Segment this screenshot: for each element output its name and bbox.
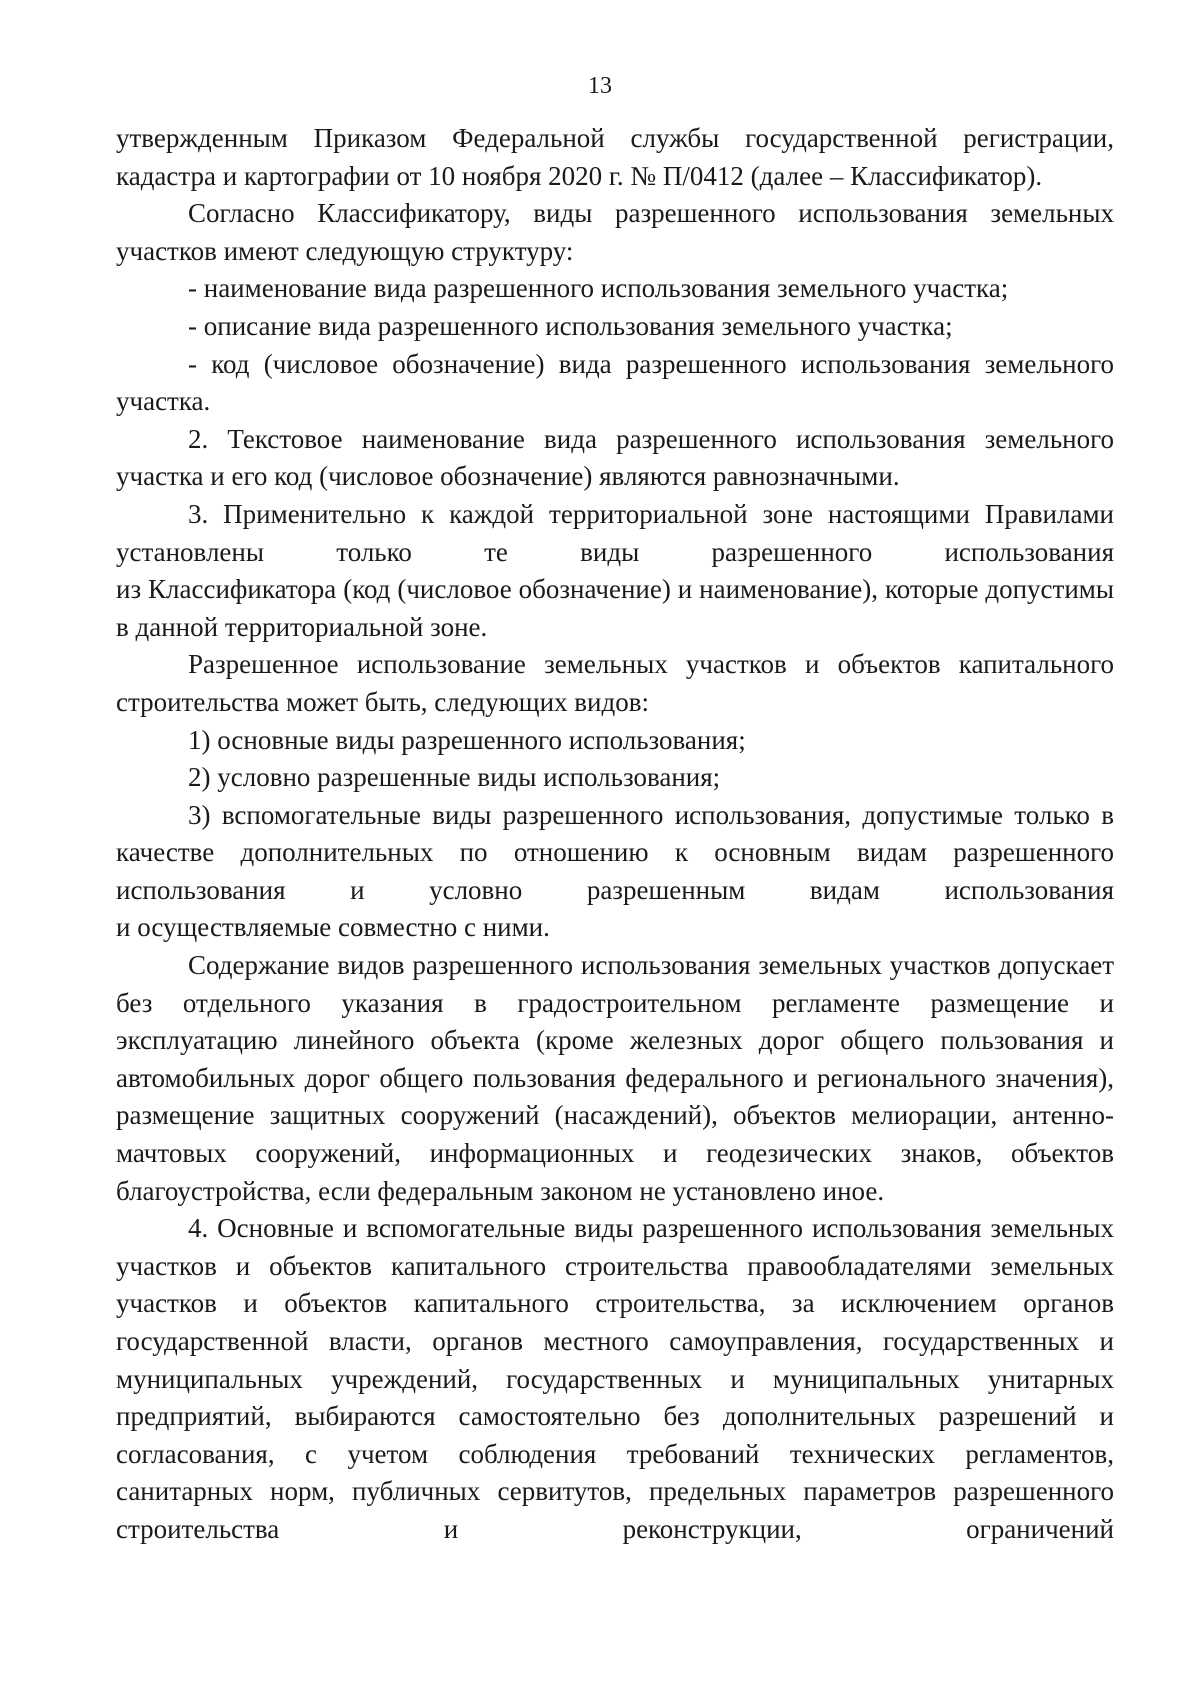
list-item-main-types: 1) основные виды разрешенного использования; [188, 724, 746, 755]
paragraph-2: Согласно Классификатору, виды разрешенного использования земельных участков имеют следующую структуру: [116, 198, 1114, 266]
list-item-auxiliary-types-continued: и осуществляемые совместно с ними. [116, 912, 550, 943]
paragraph-content-of-types: Содержание видов разрешенного использования земельных участков допускает без отдельного указания в градостроительном регламенте размещение и эксплуатацию линейного объекта (кроме железных дорог общего пользования и автомобильных дорог общего пользования федерального и регионального значения), размещение защитных сооружений (насаждений), объектов мелиорации, антенно-мачтовых сооружений, информационных и геодезических знаков, объектов благоустройства, если федеральным законом не установлено иное. [116, 950, 1114, 1206]
paragraph-item-3: 3. Применительно к каждой территориальной зоне настоящими Правилами установлены только те виды разрешенного использования [116, 498, 1114, 567]
paragraph-1: утвержденным Приказом Федеральной службы государственной регистрации, кадастра и картографии от 10 ноября 2020 г. № П/0412 (далее – Классификатор). [116, 123, 1114, 191]
paragraph-item-2: 2. Текстовое наименование вида разрешенного использования земельного участка и его код (числовое обозначение) являются равнозначными. [116, 423, 1114, 492]
paragraph-item-4: 4. Основные и вспомогательные виды разрешенного использования земельных участков и объектов капитального строительства правообладателями земельных участков и объектов капитального строительства, за исключением органов государственной власти, органов местного самоуправления, государственных и муниципальных учреждений, государственных и муниципальных унитарных предприятий, выбираются самостоятельно без дополнительных разрешений и согласования, с учетом соблюдения требований технических регламентов, санитарных норм, публичных сервитутов, предельных параметров разрешенного строительства и реконструкции, ограничений [116, 1213, 1114, 1544]
list-item-conditional-types: 2) условно разрешенные виды использования; [188, 762, 721, 793]
list-item-auxiliary-types: 3) вспомогательные виды разрешенного использования, допустимые только в качестве дополнительных по отношению к основным видам разрешенного использования и условно разрешенным видам использования [116, 799, 1114, 905]
page-number: 13 [588, 73, 612, 99]
paragraph-permitted-use: Разрешенное использование земельных участков и объектов капитального строительства может быть, следующих видов: [116, 649, 1114, 717]
list-item-description: - описание вида разрешенного использования земельного участка; [188, 310, 953, 341]
document-body [116, 120, 1114, 1549]
list-item-code: - код (числовое обозначение) вида разрешенного использования земельного участка. [116, 348, 1114, 417]
paragraph-item-3-continued: из Классификатора (код (числовое обозначение) и наименование), которые допустимы в данной территориальной зоне. [116, 574, 1114, 642]
list-item-name: - наименование вида разрешенного использования земельного участка; [188, 273, 1009, 304]
